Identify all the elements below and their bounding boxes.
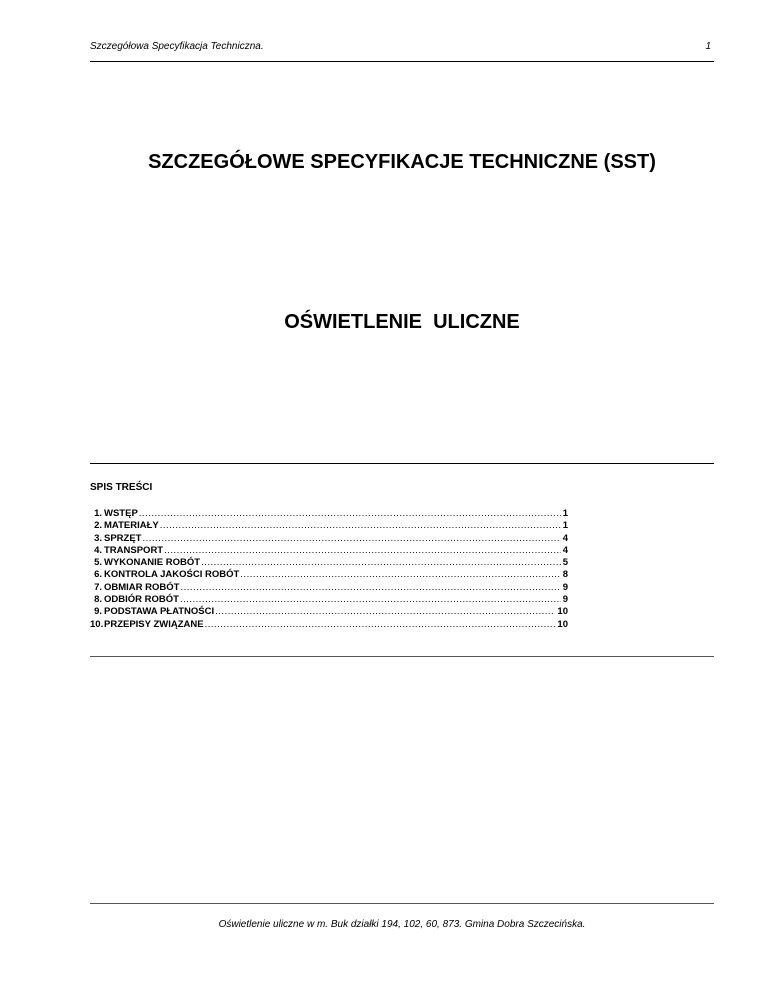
toc-entry-page: 5 bbox=[562, 557, 568, 569]
toc-entry[interactable] bbox=[90, 582, 568, 594]
document-subtitle: OŚWIETLENIE ULICZNE bbox=[284, 311, 520, 333]
toc-entry-number: 3. bbox=[94, 532, 102, 544]
toc-entry-number: 6. bbox=[94, 569, 102, 581]
toc-entry-label[interactable]: KONTROLA JAKOŚCI ROBÓT bbox=[104, 569, 240, 581]
toc-entry-number: 1. bbox=[94, 508, 102, 519]
toc-entry[interactable] bbox=[90, 619, 568, 631]
toc-leader-dots bbox=[139, 508, 561, 520]
toc-leader-dots bbox=[180, 582, 560, 594]
toc-top-divider bbox=[90, 463, 714, 464]
toc-entry-label[interactable]: OBMIAR ROBÓT bbox=[104, 581, 180, 593]
toc-entry[interactable] bbox=[90, 545, 568, 557]
toc-entry-page: 4 bbox=[562, 544, 568, 556]
toc-entry-page: 1 bbox=[562, 520, 568, 532]
toc-entry-number: 7. bbox=[94, 581, 102, 593]
header-divider bbox=[90, 61, 714, 62]
toc-leader-dots bbox=[201, 557, 561, 569]
toc-entry-number: 5. bbox=[94, 557, 102, 569]
toc-entry-label[interactable]: PRZEPISY ZWIĄZANE bbox=[104, 618, 204, 630]
toc-entry[interactable] bbox=[90, 594, 568, 606]
toc-leader-dots bbox=[205, 619, 556, 631]
toc-entry-number: 4. bbox=[94, 544, 102, 556]
toc-entry-label[interactable]: SPRZĘT bbox=[104, 532, 142, 544]
toc-entry-label[interactable]: TRANSPORT bbox=[104, 544, 164, 556]
toc-entry-page: 9 bbox=[562, 581, 568, 593]
toc-leader-dots bbox=[142, 533, 560, 545]
toc-entry-page: 9 bbox=[562, 594, 568, 606]
toc-entry[interactable] bbox=[90, 508, 568, 520]
toc-bottom-divider bbox=[90, 656, 714, 657]
toc-entry[interactable] bbox=[90, 606, 568, 618]
toc-entry-label[interactable]: PODSTAWA PŁATNOŚCI bbox=[104, 606, 215, 618]
toc-entry-number: 10. bbox=[90, 618, 104, 630]
toc-entry-number: 2. bbox=[94, 520, 102, 532]
toc-leader-dots bbox=[240, 569, 560, 581]
toc-entry-label[interactable]: MATERIAŁY bbox=[104, 520, 159, 532]
toc-entry-page: 10 bbox=[557, 618, 568, 630]
toc-entry-number: 9. bbox=[94, 606, 102, 618]
toc-entry-page: 4 bbox=[562, 532, 568, 544]
toc-entry[interactable] bbox=[90, 533, 568, 545]
toc-leader-dots bbox=[215, 606, 555, 618]
toc-entry-page: 1 bbox=[562, 508, 568, 519]
toc-leader-dots bbox=[160, 520, 561, 532]
toc-entry-label[interactable]: WSTĘP bbox=[104, 508, 138, 519]
toc-entry-label[interactable]: WYKONANIE ROBÓT bbox=[104, 557, 201, 569]
document-title: SZCZEGÓŁOWE SPECYFIKACJE TECHNICZNE (SST) bbox=[148, 151, 656, 173]
header-title: Szczegółowa Specyfikacja Techniczna. bbox=[90, 41, 264, 52]
toc-leader-dots bbox=[164, 545, 561, 557]
toc-entry-page: 8 bbox=[562, 569, 568, 581]
page-number: 1 bbox=[705, 41, 711, 52]
footer-text: Oświetlenie uliczne w m. Buk działki 194, 102, 60, 873. Gmina Dobra Szczecińska. bbox=[218, 919, 586, 930]
toc-entry-number: 8. bbox=[94, 594, 102, 606]
toc-entry-page: 10 bbox=[557, 606, 568, 618]
toc-entry[interactable] bbox=[90, 557, 568, 569]
footer-divider bbox=[90, 903, 714, 904]
toc-heading: SPIS TREŚCI bbox=[90, 482, 153, 493]
toc-entry[interactable] bbox=[90, 569, 568, 581]
toc-leader-dots bbox=[180, 594, 561, 606]
table-of-contents bbox=[90, 508, 568, 631]
toc-entry[interactable] bbox=[90, 520, 568, 532]
toc-entry-label[interactable]: ODBIÓR ROBÓT bbox=[104, 594, 179, 606]
